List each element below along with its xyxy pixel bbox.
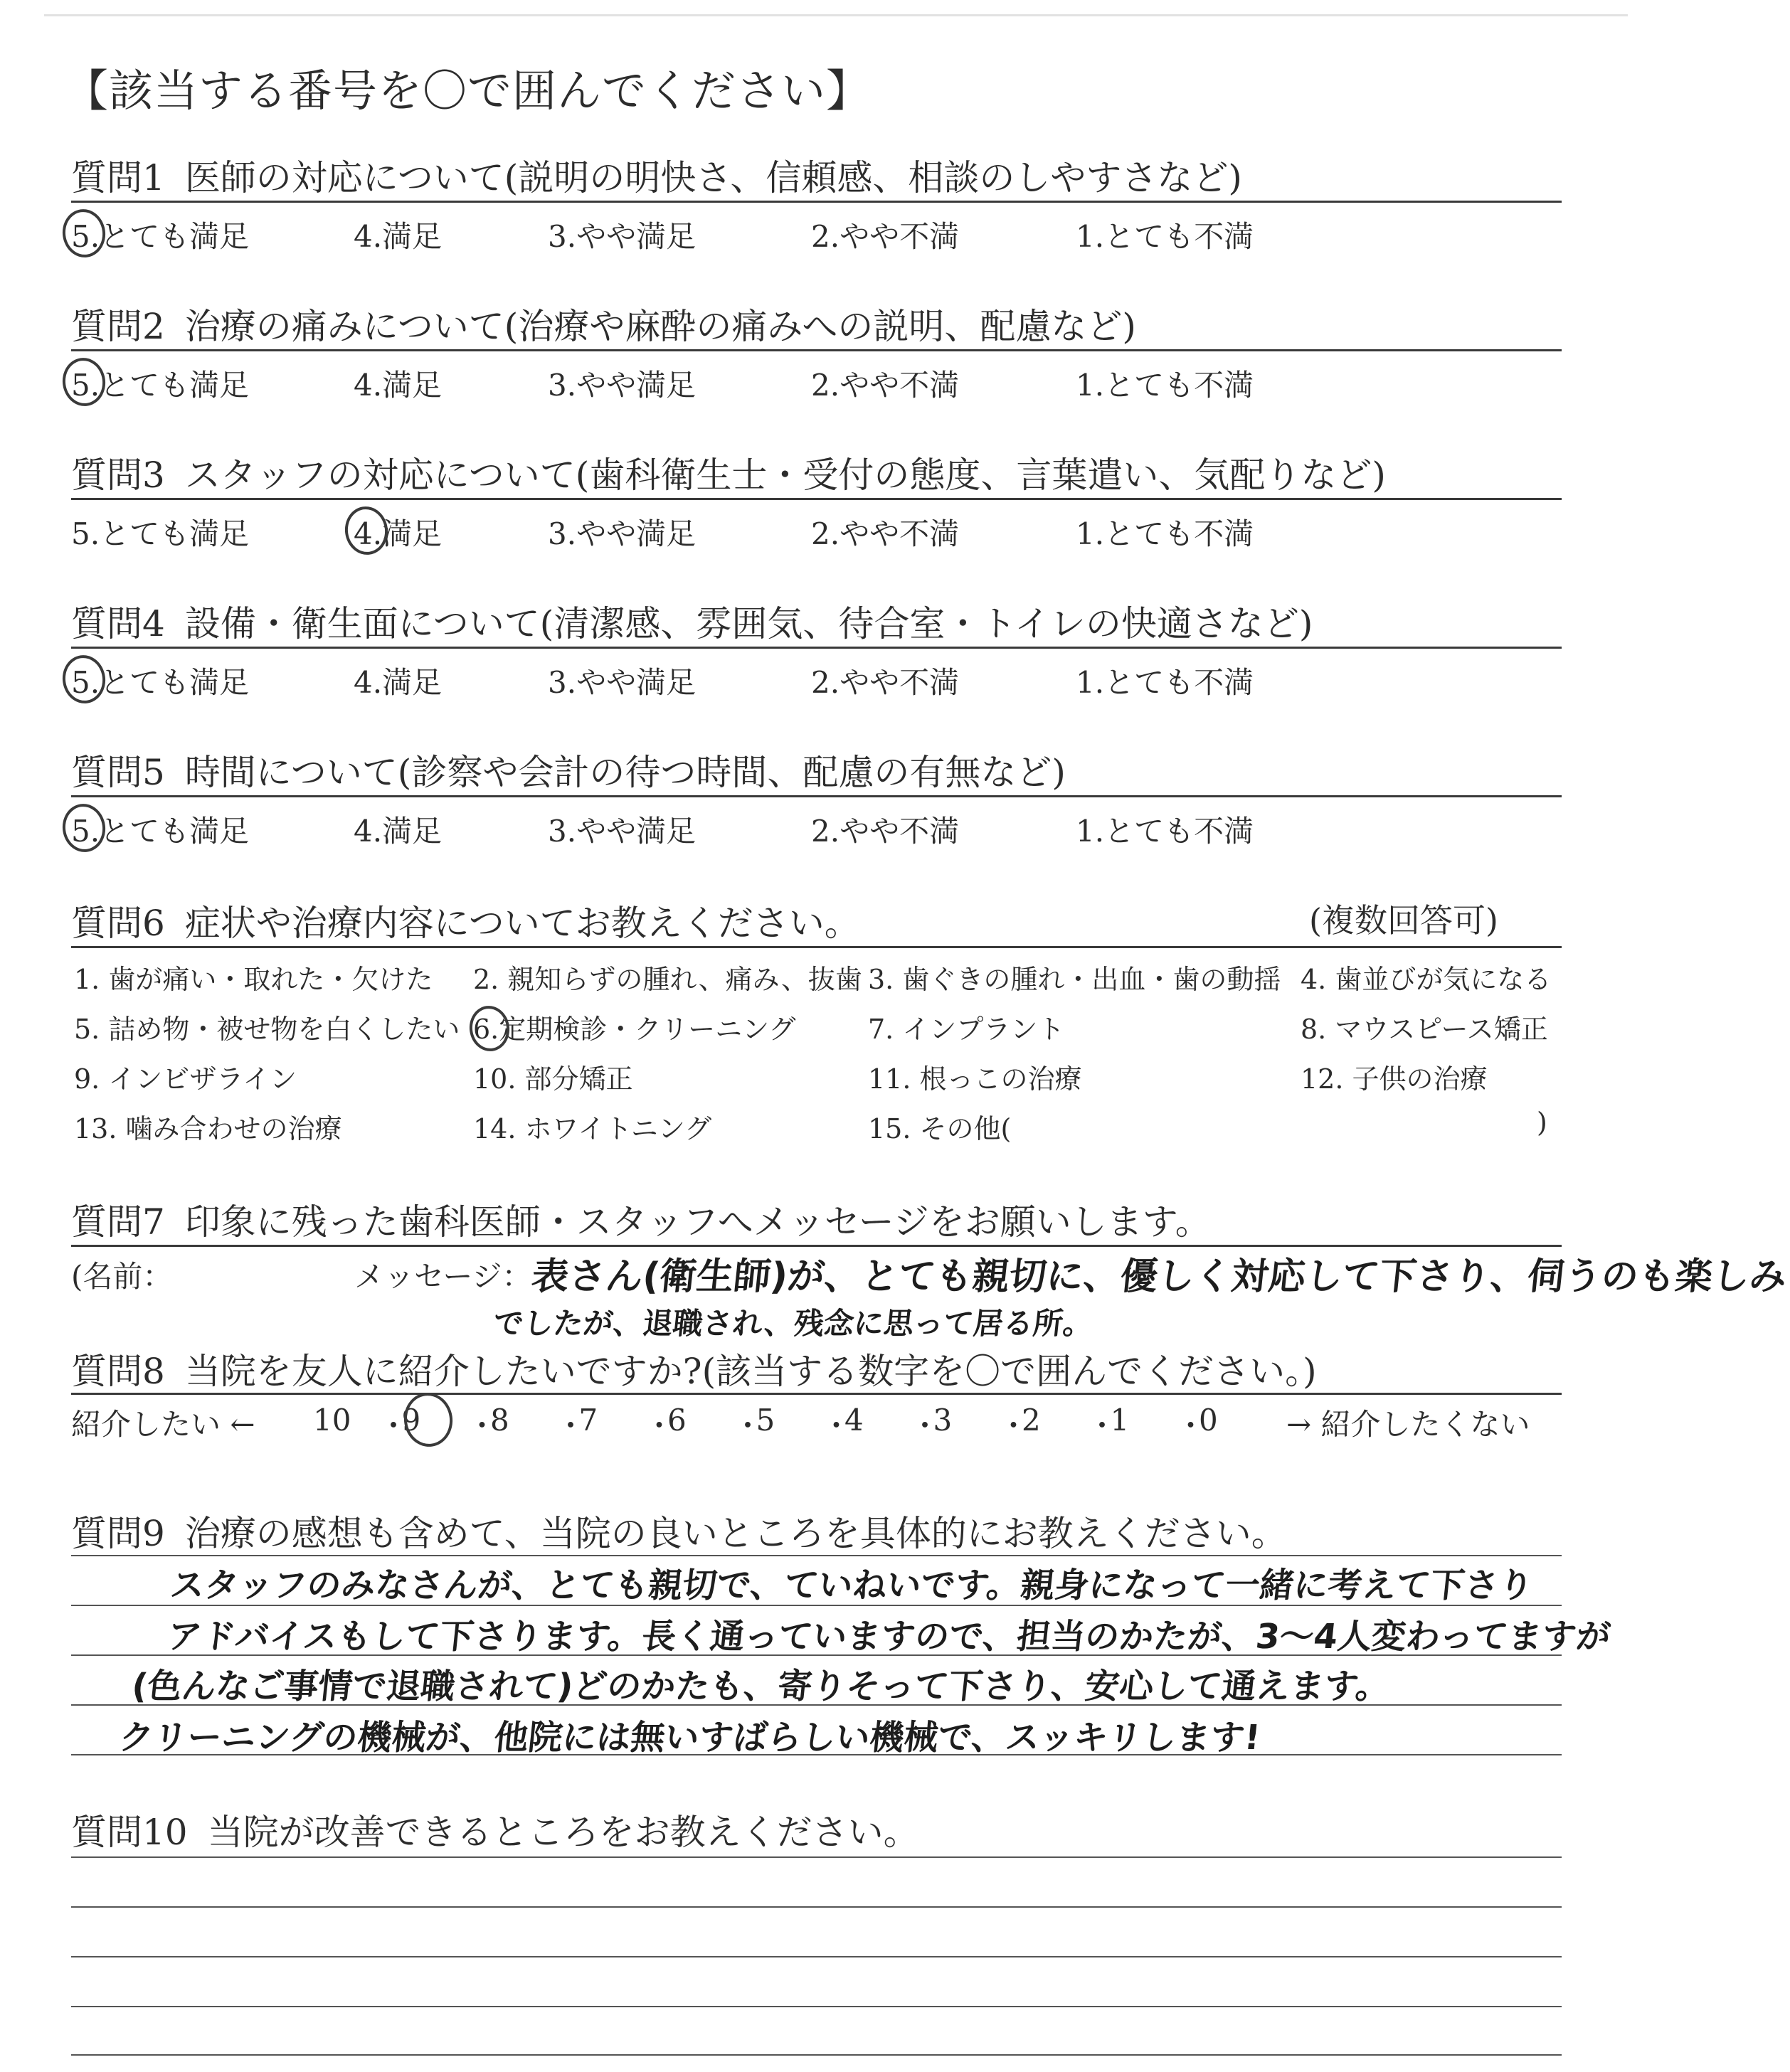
- q3-rule: [71, 498, 1562, 500]
- q8-number-6[interactable]: 6: [667, 1403, 687, 1438]
- q1-option-2[interactable]: 2.やや不満: [811, 219, 960, 254]
- q7-message-label: メッセージ：: [354, 1259, 532, 1294]
- q8-number-9[interactable]: 9: [401, 1403, 421, 1438]
- q5-option-5[interactable]: 5.とても満足: [71, 814, 250, 849]
- q5-option-4[interactable]: 4.満足: [354, 814, 443, 849]
- q6-option-8[interactable]: 8. マウスピース矯正: [1301, 1014, 1548, 1045]
- q5-option-3[interactable]: 3.やや満足: [548, 814, 697, 849]
- q8-separator: ・: [998, 1408, 1029, 1443]
- q4-option-2[interactable]: 2.やや不満: [811, 665, 960, 700]
- q2-option-4[interactable]: 4.満足: [354, 368, 443, 403]
- q8-number-3[interactable]: 3: [933, 1403, 953, 1438]
- q2-option-3[interactable]: 3.やや満足: [548, 368, 697, 403]
- q9-title: 質問9 治療の感想も含めて、当院の良いところを具体的にお教えください。: [71, 1513, 1287, 1554]
- q4-rule: [71, 647, 1562, 649]
- q4-option-5[interactable]: 5.とても満足: [71, 665, 250, 700]
- q9-handwritten-line-2: アドバイスもして下さります。長く通っていますので、担当のかたが、3〜4人変わってますが: [165, 1617, 1613, 1657]
- q6-option-10[interactable]: 10. 部分矯正: [473, 1063, 633, 1095]
- q8-number-0[interactable]: 0: [1199, 1403, 1218, 1438]
- q6-option-7[interactable]: 7. インプラント: [868, 1014, 1065, 1045]
- q8-separator: ・: [733, 1408, 763, 1443]
- q6-other-close: ): [1537, 1107, 1547, 1138]
- q9-handwritten-line-4: クリーニングの機械が、他院には無いすばらしい機械で、スッキリします!: [117, 1718, 1262, 1758]
- q8-separator: ・: [1087, 1408, 1118, 1443]
- q2-option-2[interactable]: 2.やや不満: [811, 368, 960, 403]
- q4-option-1[interactable]: 1.とても不満: [1076, 665, 1254, 700]
- q8-separator: ・: [821, 1408, 852, 1443]
- q4-option-3[interactable]: 3.やや満足: [548, 665, 697, 700]
- q8-number-7[interactable]: 7: [578, 1403, 598, 1438]
- q3-option-2[interactable]: 2.やや不満: [811, 516, 960, 551]
- q6-option-3[interactable]: 3. 歯ぐきの腫れ・出血・歯の動揺: [868, 964, 1281, 995]
- q5-option-1[interactable]: 1.とても不満: [1076, 814, 1254, 849]
- q8-title: 質問8 当院を友人に紹介したいですか?(該当する数字を〇で囲んでください。): [71, 1351, 1317, 1392]
- q2-option-5[interactable]: 5.とても満足: [71, 368, 250, 403]
- q6-option-6[interactable]: 6.定期検診・クリーニング: [473, 1014, 796, 1045]
- q6-option-11[interactable]: 11. 根っこの治療: [868, 1063, 1082, 1095]
- q1-rule: [71, 201, 1562, 203]
- q8-number-1[interactable]: 1: [1110, 1403, 1130, 1438]
- q7-handwritten-line-2: でしたが、退職され、残念に思って居る所。: [492, 1306, 1095, 1341]
- q9-handwritten-line-1: スタッフのみなさんが、とても親切で、ていねいです。親身になって一緒に考えて下さり: [168, 1566, 1535, 1605]
- q8-number-4[interactable]: 4: [844, 1403, 864, 1438]
- q8-number-2[interactable]: 2: [1022, 1403, 1041, 1438]
- q6-option-4[interactable]: 4. 歯並びが気になる: [1301, 964, 1552, 995]
- q4-title: 質問4 設備・衛生面について(清潔感、雰囲気、待合室・トイレの快適さなど): [71, 603, 1313, 644]
- q2-title: 質問2 治療の痛みについて(治療や麻酔の痛みへの説明、配慮など): [71, 306, 1136, 347]
- q8-separator: ・: [910, 1408, 941, 1443]
- q8-separator: ・: [1175, 1408, 1206, 1443]
- q3-title: 質問3 スタッフの対応について(歯科衛生士・受付の態度、言葉遣い、気配りなど): [71, 455, 1386, 496]
- q5-title: 質問5 時間について(診察や会計の待つ時間、配慮の有無など): [71, 752, 1066, 793]
- q10-line-4: [71, 2006, 1562, 2007]
- q8-separator: ・: [467, 1408, 497, 1443]
- q8-answer-circle: [401, 1390, 456, 1450]
- q6-option-14[interactable]: 14. ホワイトニング: [473, 1113, 712, 1144]
- q3-option-4[interactable]: 4.満足: [354, 516, 443, 551]
- page-header: 【該当する番号を〇で囲んでください】: [64, 65, 872, 117]
- q10-line-2: [71, 1906, 1562, 1908]
- q8-rule: [71, 1393, 1562, 1395]
- q8-separator: ・: [556, 1408, 586, 1443]
- q6-title: 質問6 症状や治療内容についてお教えください。: [71, 903, 860, 944]
- q7-handwritten-line-1: 表さん(衛生師)が、とても親切に、優しく対応して下さり、伺うのも楽しみ: [529, 1255, 1789, 1298]
- q4-option-4[interactable]: 4.満足: [354, 665, 443, 700]
- q9-handwritten-line-3: (色んなご事情で退職されて)どのかたも、寄りそって下さり、安心して通えます。: [129, 1667, 1392, 1706]
- q8-number-8[interactable]: 8: [490, 1403, 509, 1438]
- q6-rule: [71, 946, 1562, 948]
- q6-option-1[interactable]: 1. 歯が痛い・取れた・欠けた: [74, 964, 433, 995]
- q3-option-3[interactable]: 3.やや満足: [548, 516, 697, 551]
- q8-left-label: 紹介したい ←: [71, 1407, 255, 1442]
- scan-top-edge: [44, 14, 1628, 16]
- q10-line-5: [71, 2054, 1562, 2056]
- q10-title: 質問10 当院が改善できるところをお教えください。: [71, 1812, 919, 1853]
- q5-rule: [71, 795, 1562, 797]
- q1-option-5[interactable]: 5.とても満足: [71, 219, 250, 254]
- q6-option-9[interactable]: 9. インビザライン: [74, 1063, 297, 1095]
- q5-option-2[interactable]: 2.やや不満: [811, 814, 960, 849]
- q2-option-1[interactable]: 1.とても不満: [1076, 368, 1254, 403]
- q8-separator: ・: [644, 1408, 674, 1443]
- q6-option-15[interactable]: 15. その他(: [868, 1113, 1012, 1144]
- q6-option-13[interactable]: 13. 噛み合わせの治療: [74, 1113, 342, 1144]
- q8-number-10[interactable]: 10: [313, 1403, 351, 1438]
- q2-rule: [71, 349, 1562, 351]
- q1-option-1[interactable]: 1.とても不満: [1076, 219, 1254, 254]
- q10-line-1: [71, 1856, 1562, 1858]
- q6-option-5[interactable]: 5. 詰め物・被せ物を白くしたい: [74, 1014, 460, 1045]
- q8-right-label: → 紹介したくない: [1286, 1407, 1530, 1442]
- q10-line-3: [71, 1956, 1562, 1957]
- q6-option-12[interactable]: 12. 子供の治療: [1301, 1063, 1488, 1095]
- q8-separator: ・: [378, 1408, 409, 1443]
- q3-option-1[interactable]: 1.とても不満: [1076, 516, 1254, 551]
- q1-option-4[interactable]: 4.満足: [354, 219, 443, 254]
- q8-number-5[interactable]: 5: [756, 1403, 775, 1438]
- q9-line-1: [71, 1555, 1562, 1556]
- q3-option-5[interactable]: 5.とても満足: [71, 516, 250, 551]
- q7-title: 質問7 印象に残った歯科医師・スタッフへメッセージをお願いします。: [71, 1201, 1211, 1243]
- q7-name-label: (名前：: [71, 1259, 173, 1294]
- q1-title: 質問1 医師の対応について(説明の明快さ、信頼感、相談のしやすさなど): [71, 157, 1242, 198]
- q6-option-2[interactable]: 2. 親知らずの腫れ、痛み、抜歯: [473, 964, 862, 995]
- q6-note: (複数回答可): [1309, 901, 1498, 940]
- q1-option-3[interactable]: 3.やや満足: [548, 219, 697, 254]
